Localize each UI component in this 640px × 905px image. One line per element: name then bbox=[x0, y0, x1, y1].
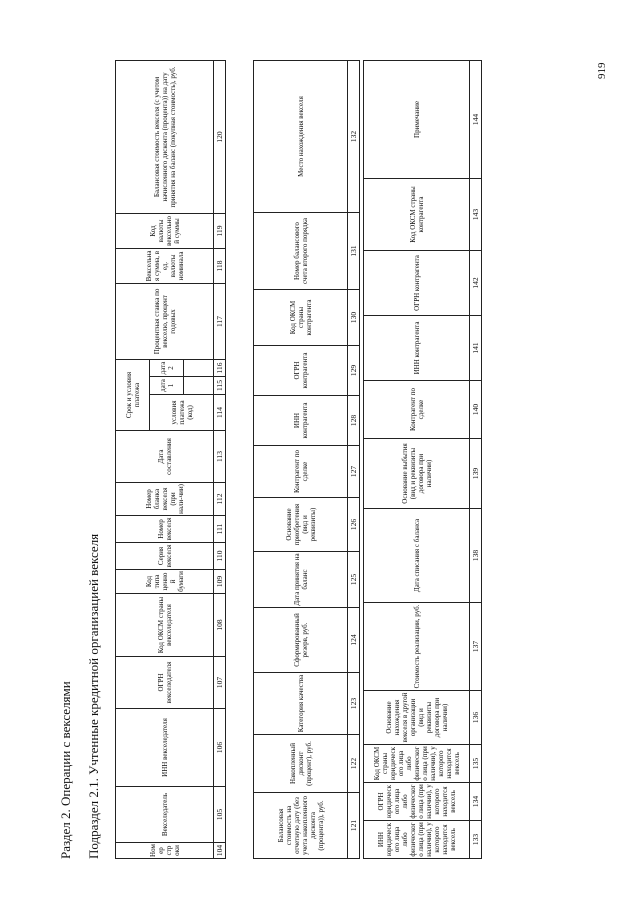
col-number: 110 bbox=[214, 543, 226, 570]
header-107: ОГРН векселедателя bbox=[116, 657, 214, 709]
header-122: Накопленный дисконт (процент), руб. bbox=[254, 735, 348, 793]
header-115: дата 1 bbox=[150, 377, 184, 395]
col-number: 135 bbox=[470, 745, 482, 783]
col-number: 133 bbox=[470, 821, 482, 859]
header-134: ОГРН юридического лица либо физического лица (при наличии), у которого находится вексель bbox=[364, 783, 470, 821]
header-126: Основание приобретения (вид и реквизиты) bbox=[254, 498, 348, 552]
col-number: 139 bbox=[470, 439, 482, 509]
header-109: Код типа ценной бумаги bbox=[116, 570, 214, 594]
col-number: 126 bbox=[348, 498, 360, 552]
header-132: Место нахождения векселя bbox=[254, 61, 348, 213]
col-number: 104 bbox=[214, 843, 226, 859]
header-123: Категория качества bbox=[254, 673, 348, 735]
header-128: ИНН контрагента bbox=[254, 396, 348, 446]
col-number: 136 bbox=[470, 691, 482, 745]
header-115-blank bbox=[184, 377, 214, 395]
header-133: ИНН юридического лица либо физического лица (при наличии), у которого находится вексель bbox=[364, 821, 470, 859]
col-number: 137 bbox=[470, 603, 482, 691]
header-136: Основание нахождения векселя в другой организации (вид и реквизиты договора при наличии) bbox=[364, 691, 470, 745]
col-number: 129 bbox=[348, 346, 360, 396]
header-127: Контрагент по сделке bbox=[254, 446, 348, 498]
col-number: 113 bbox=[214, 431, 226, 483]
header-payment-terms: Срок и условия платежа bbox=[116, 359, 150, 430]
col-number: 144 bbox=[470, 61, 482, 179]
col-number: 109 bbox=[214, 570, 226, 594]
col-number: 123 bbox=[348, 673, 360, 735]
header-114: условия платежа (код) bbox=[150, 395, 214, 431]
header-124: Сформированный резерв, руб. bbox=[254, 608, 348, 673]
header-135: Код ОКСМ страны юридического лица либо физического лица (при наличии), у которого находится вексель bbox=[364, 745, 470, 783]
col-number: 125 bbox=[348, 552, 360, 608]
header-118: Вексельная сумма, в ед. валюты номинала bbox=[116, 248, 214, 283]
header-111: Номер векселя bbox=[116, 516, 214, 543]
table-3 bbox=[363, 60, 482, 859]
header-144: Примечание bbox=[364, 61, 470, 179]
col-number: 108 bbox=[214, 594, 226, 657]
col-number: 128 bbox=[348, 396, 360, 446]
col-number: 132 bbox=[348, 61, 360, 213]
header-142: ОГРН контрагента bbox=[364, 251, 470, 316]
table-2 bbox=[253, 60, 360, 859]
header-140: Контрагент по сделке bbox=[364, 381, 470, 439]
header-110: Серия векселя bbox=[116, 543, 214, 570]
header-108: Код ОКСМ страны векселедателя bbox=[116, 594, 214, 657]
col-number: 112 bbox=[214, 483, 226, 516]
col-number: 121 bbox=[348, 793, 360, 859]
header-106: ИНН векселедателя bbox=[116, 709, 214, 787]
header-139: Основание выбытия (вид и реквизиты договора при наличии) bbox=[364, 439, 470, 509]
col-number: 130 bbox=[348, 290, 360, 346]
header-113: Дата составления bbox=[116, 431, 214, 483]
header-121: Балансовая стоимость на отчетную дату (без учета накопленного дисконта (процента)), руб. bbox=[254, 793, 348, 859]
table-1 bbox=[115, 60, 226, 859]
col-number: 127 bbox=[348, 446, 360, 498]
col-number: 142 bbox=[470, 251, 482, 316]
header-143: Код ОКСМ страны контрагента bbox=[364, 179, 470, 251]
header-112: Номер бланка векселя (при нали-чии) bbox=[116, 483, 214, 516]
header-141: ИНН контрагента bbox=[364, 316, 470, 381]
col-number: 138 bbox=[470, 509, 482, 603]
col-number: 141 bbox=[470, 316, 482, 381]
header-130: Код ОКСМ страны контрагента bbox=[254, 290, 348, 346]
col-number: 116 bbox=[214, 359, 226, 376]
col-number: 111 bbox=[214, 516, 226, 543]
header-131: Номер балансового счета второго порядка bbox=[254, 213, 348, 290]
header-125: Дата принятия на баланс bbox=[254, 552, 348, 608]
col-number: 119 bbox=[214, 213, 226, 248]
header-117: Процентная ставка по векселю, процент годовых bbox=[116, 283, 214, 359]
col-number: 131 bbox=[348, 213, 360, 290]
col-number: 105 bbox=[214, 787, 226, 843]
header-116: дата 2 bbox=[150, 359, 184, 376]
header-116-blank bbox=[184, 359, 214, 376]
header-120: Балансовая стоимость векселя (с учетом начисленного дисконта (процента)) на дату принятия на баланс (покупная стоимость), руб. bbox=[116, 60, 214, 213]
col-number: 122 bbox=[348, 735, 360, 793]
subsection-title: Подраздел 2.1. Учтенные кредитной организацией векселя bbox=[86, 533, 101, 859]
col-number: 134 bbox=[470, 783, 482, 821]
header-104: Номер строки bbox=[116, 843, 214, 859]
header-129: ОГРН контрагента bbox=[254, 346, 348, 396]
col-number: 124 bbox=[348, 608, 360, 673]
col-number: 118 bbox=[214, 248, 226, 283]
section-title: Раздел 2. Операции с векселями bbox=[58, 681, 73, 859]
header-119: Код валюты вексельной суммы bbox=[116, 213, 214, 248]
col-number: 115 bbox=[214, 377, 226, 395]
header-138: Дата списания с баланса bbox=[364, 509, 470, 603]
page-number: 919 bbox=[596, 62, 608, 79]
header-137: Стоимость реализации, руб. bbox=[364, 603, 470, 691]
col-number: 120 bbox=[214, 60, 226, 213]
col-number: 117 bbox=[214, 283, 226, 359]
col-number: 107 bbox=[214, 657, 226, 709]
col-number: 143 bbox=[470, 179, 482, 251]
col-number: 140 bbox=[470, 381, 482, 439]
header-105: Векселедатель bbox=[116, 787, 214, 843]
col-number: 106 bbox=[214, 709, 226, 787]
col-number: 114 bbox=[214, 395, 226, 431]
